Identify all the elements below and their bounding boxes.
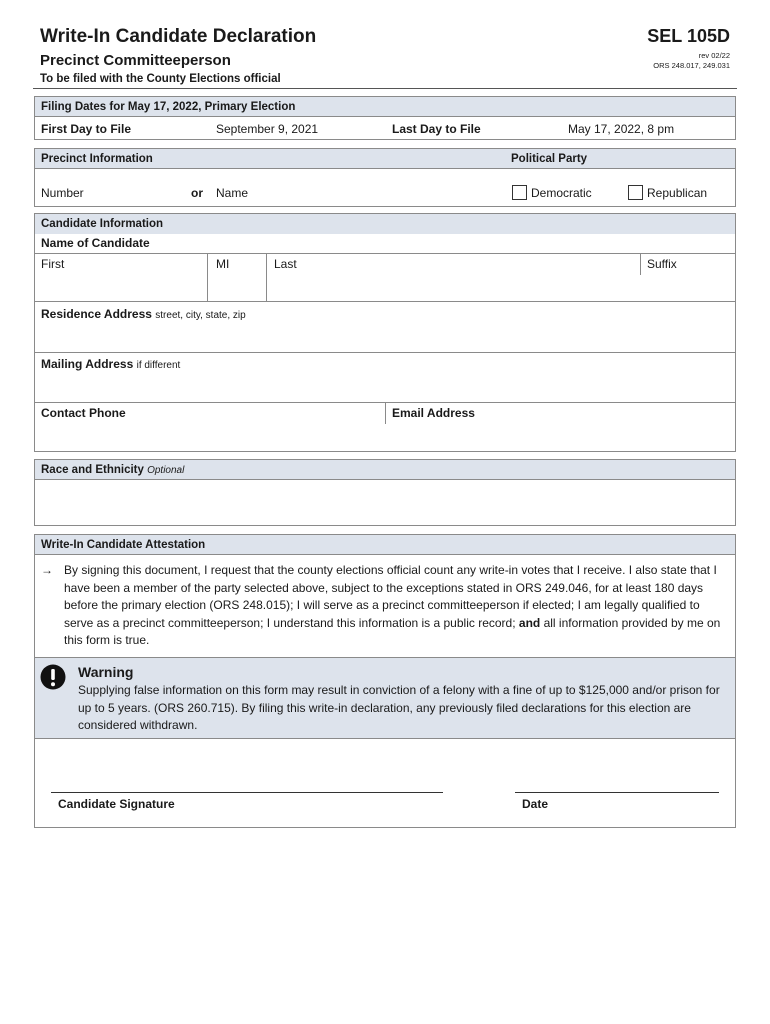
last-day-value: May 17, 2022, 8 pm (568, 122, 675, 136)
party-heading: Political Party (511, 153, 588, 165)
residence-address-label: Residence Address (41, 307, 152, 321)
or-label: or (191, 186, 203, 200)
date-label: Date (522, 797, 549, 811)
precinct-number-field[interactable]: Number (41, 186, 84, 200)
form-title: Write-In Candidate Declaration (40, 26, 317, 47)
signature-label: Candidate Signature (58, 797, 175, 811)
race-section (34, 459, 736, 526)
candidate-section (34, 213, 736, 452)
warning-box (35, 657, 735, 739)
attestation-section (34, 534, 736, 828)
attestation-text-part1: By signing this document, I request that the county elections official count any write-in votes that I receive. I also state that I have been a member of the party selected above, subject to the exceptions stated in ORS 249.046, for at least 180 days before the primary election (ORS 248.015); I will serve as a precinct committeeperson if elected; I am legally qualified to serve as a precinct committeeperson; I understand this information is a public record; (64, 563, 717, 630)
suffix-field[interactable]: Suffix (647, 257, 677, 271)
mailing-address-label: Mailing Address (41, 357, 134, 371)
last-name-field[interactable]: Last (274, 257, 297, 271)
signature-line (51, 792, 443, 793)
precinct-name-field[interactable]: Name (216, 186, 249, 200)
statute-refs: ORS 248.017, 249.031 (653, 61, 730, 70)
last-day-label: Last Day to File (392, 122, 481, 136)
name-of-candidate-heading: Name of Candidate (41, 236, 150, 250)
mailing-address-hint: if different (136, 360, 181, 371)
attestation-text (64, 562, 732, 650)
democratic-label: Democratic (531, 186, 592, 200)
filed-with-note: To be filed with the County Elections official (40, 73, 281, 85)
divider (640, 253, 641, 275)
warning-text: Supplying false information on this form may result in conviction of a felony with a fine of up to $125,000 and/or prison for up to 5 years. (ORS 260.715). By filing this write-in declaration, any previously filed declarations for this election are considered withdrawn. (78, 683, 720, 732)
filing-dates-section (34, 96, 736, 140)
revision-info (653, 51, 730, 71)
mailing-address-field[interactable] (41, 357, 180, 371)
race-heading-bar (35, 460, 735, 480)
contact-phone-field[interactable]: Contact Phone (41, 406, 126, 420)
revision-date: rev 02/22 (698, 51, 730, 60)
form-subtitle: Precinct Committeeperson (40, 52, 231, 69)
race-optional-hint: Optional (147, 465, 185, 476)
precinct-heading-bar (35, 149, 735, 169)
middle-initial-field[interactable]: MI (216, 257, 230, 271)
democratic-checkbox[interactable] (512, 185, 527, 200)
header-divider (33, 88, 737, 89)
residence-address-field[interactable] (41, 307, 246, 321)
divider (35, 352, 735, 353)
arrow-icon: → (41, 563, 53, 577)
divider (385, 402, 386, 424)
divider (207, 253, 208, 301)
precinct-heading: Precinct Information (41, 153, 153, 165)
filing-dates-heading: Filing Dates for May 17, 2022, Primary Election (35, 97, 735, 117)
attestation-heading: Write-In Candidate Attestation (35, 535, 735, 555)
first-day-label: First Day to File (41, 122, 132, 136)
attestation-text-part2: all information provided by me on this form is true. (64, 615, 721, 647)
divider (266, 253, 267, 301)
attestation-text-bold: and (518, 615, 541, 630)
republican-checkbox[interactable] (628, 185, 643, 200)
first-name-field[interactable]: First (41, 257, 65, 271)
first-day-value: September 9, 2021 (216, 122, 319, 136)
email-address-field[interactable]: Email Address (392, 406, 475, 420)
republican-label: Republican (647, 186, 708, 200)
precinct-section (34, 148, 736, 207)
race-heading: Race and Ethnicity (41, 464, 144, 476)
divider (35, 301, 735, 302)
signature-field[interactable] (51, 747, 443, 793)
divider (35, 253, 735, 254)
date-line (515, 792, 719, 793)
form-number: SEL 105D (647, 26, 730, 46)
residence-address-hint: street, city, state, zip (155, 310, 246, 321)
candidate-heading: Candidate Information (35, 214, 735, 234)
warning-icon (40, 664, 66, 690)
race-input-area[interactable] (35, 480, 735, 525)
date-field[interactable] (515, 747, 719, 793)
warning-title: Warning (78, 664, 134, 680)
